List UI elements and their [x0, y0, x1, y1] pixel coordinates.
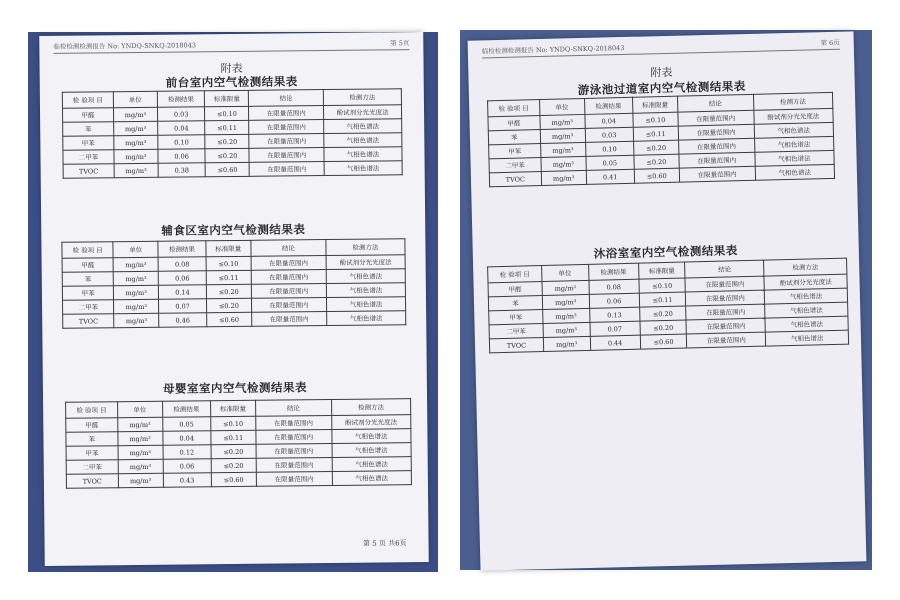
report-header-label: 临检检测检测报告 No: [53, 42, 120, 51]
cell-result: 0.06 [589, 293, 640, 308]
cell-unit: mg/m³ [113, 107, 157, 121]
cell-conclusion: 在限量范围内 [249, 162, 324, 177]
running-header-left [53, 40, 196, 50]
cell-method: 气相色谱法 [324, 119, 402, 134]
cell-item: 甲苯 [489, 310, 543, 325]
cell-method: 酚试剂分光光度法 [331, 415, 411, 430]
cell-result: 0.07 [159, 299, 207, 314]
column-header-unit: 单位 [113, 241, 158, 257]
cell-conclusion: 在限量范围内 [251, 298, 327, 313]
cell-limit: ≤0.10 [206, 256, 251, 270]
cell-unit: mg/m³ [118, 459, 163, 473]
cell-item: 甲醛 [62, 258, 114, 273]
cell-item: 甲醛 [66, 418, 118, 433]
cell-result: 0.05 [586, 155, 635, 170]
cell-result: 0.38 [158, 163, 206, 177]
cell-item: 甲苯 [66, 446, 118, 461]
column-header-unit: 单位 [539, 98, 584, 115]
cell-item: 二甲苯 [489, 324, 543, 339]
cell-result: 0.46 [159, 313, 207, 328]
cell-conclusion: 在限量范围内 [251, 270, 327, 285]
cell-conclusion: 在限量范围内 [256, 443, 332, 458]
cell-result: 0.04 [158, 121, 206, 135]
cell-limit: ≤0.11 [206, 270, 251, 284]
column-header-item: 检 验项 目 [488, 266, 542, 283]
cell-method: 气相色谱法 [765, 302, 848, 318]
cell-unit: mg/m³ [541, 170, 586, 185]
column-header-result: 检测结果 [588, 263, 639, 280]
cell-method: 气相色谱法 [327, 311, 406, 326]
column-header-conclusion: 结论 [249, 90, 324, 107]
cell-unit: mg/m³ [543, 322, 590, 337]
cell-conclusion: 在限量范围内 [686, 290, 765, 306]
cell-unit: mg/m³ [543, 308, 590, 323]
column-header-conclusion: 结论 [677, 94, 753, 112]
cell-unit: mg/m³ [114, 313, 159, 327]
cell-result: 0.06 [158, 149, 206, 163]
cell-item: 二甲苯 [63, 300, 115, 315]
cell-item: 苯 [488, 130, 540, 145]
cell-limit: ≤0.11 [633, 126, 678, 141]
column-header-result: 检测结果 [162, 401, 210, 418]
cell-conclusion: 在限量范围内 [249, 120, 324, 135]
cell-limit: ≤0.60 [207, 312, 252, 326]
cell-result: 0.04 [585, 113, 634, 128]
cell-unit: mg/m³ [117, 417, 162, 431]
cell-limit: ≤0.10 [633, 112, 678, 127]
cell-item: TVOC [63, 164, 114, 179]
cell-method: 气相色谱法 [324, 161, 402, 176]
table-row [63, 161, 402, 179]
cell-limit: ≤0.20 [211, 444, 256, 458]
cell-conclusion: 在限量范围内 [686, 304, 765, 320]
cell-unit: mg/m³ [113, 121, 157, 135]
cell-item: 甲醛 [488, 116, 540, 131]
cell-item: 甲苯 [63, 136, 114, 151]
cell-conclusion: 在限量范围内 [678, 124, 754, 140]
cell-result: 0.12 [163, 445, 211, 460]
cell-conclusion: 在限量范围内 [251, 256, 327, 271]
cell-item: 甲苯 [489, 144, 541, 159]
cell-conclusion: 在限量范围内 [686, 318, 765, 334]
cell-item: 苯 [63, 122, 114, 137]
cell-method: 气相色谱法 [755, 164, 835, 180]
column-header-limit: 标准限量 [205, 90, 249, 106]
column-header-limit: 标准限量 [206, 240, 251, 256]
cell-method: 气相色谱法 [331, 429, 411, 444]
running-header-left [482, 43, 625, 55]
cell-conclusion: 在限量范围内 [249, 148, 324, 163]
cell-unit: mg/m³ [114, 271, 159, 285]
cell-conclusion: 在限量范围内 [678, 138, 754, 154]
cell-unit: mg/m³ [543, 336, 590, 351]
column-header-limit: 标准限量 [638, 262, 685, 279]
report-header-label: 临检检测检测报告 No: [481, 45, 548, 56]
cell-limit: ≤0.20 [206, 284, 251, 298]
cell-limit: ≤0.10 [205, 106, 249, 120]
cell-conclusion: 在限量范围内 [255, 415, 331, 430]
cell-result: 0.03 [585, 127, 634, 142]
cell-method: 气相色谱法 [754, 122, 834, 138]
cell-unit: mg/m³ [540, 114, 585, 129]
report-number: YNDQ-SNKQ-2018043 [549, 43, 625, 54]
cell-conclusion: 在限量范围内 [679, 152, 755, 168]
cell-method: 气相色谱法 [754, 136, 834, 152]
cell-limit: ≤0.60 [640, 334, 687, 349]
column-header-conclusion: 结论 [250, 240, 326, 257]
cell-unit: mg/m³ [118, 445, 163, 459]
page-label: 第 5页 [390, 39, 410, 48]
appendix-label: 附表 [650, 65, 673, 80]
cell-item: TVOC [489, 172, 541, 187]
cell-limit: ≤0.60 [634, 168, 679, 183]
column-header-item: 检 验项 目 [66, 402, 118, 419]
cell-method: 气相色谱法 [765, 288, 848, 304]
result-table-mother-baby-room [65, 398, 412, 489]
cell-limit: ≤0.60 [205, 162, 249, 176]
cell-result: 0.10 [585, 141, 634, 156]
table-row [66, 471, 411, 489]
cell-unit: mg/m³ [540, 128, 585, 143]
table-title-pool-corridor: 游泳池过道室内空气检测结果表 [577, 79, 746, 98]
cell-item: 苯 [62, 272, 114, 287]
cell-result: 0.04 [162, 431, 210, 446]
cell-limit: ≤0.20 [634, 154, 679, 169]
cell-method: 酚试剂分光光度法 [764, 274, 847, 290]
column-header-item: 检 验项 目 [62, 242, 114, 259]
cell-item: 甲醛 [488, 282, 542, 297]
column-header-unit: 单位 [113, 91, 157, 107]
page-label: 第 6页 [820, 38, 840, 48]
cell-limit: ≤0.20 [207, 298, 252, 312]
cell-method: 气相色谱法 [324, 133, 402, 148]
cell-limit: ≤0.10 [211, 416, 256, 430]
table-title-mother-baby-room: 母婴室室内空气检测结果表 [162, 380, 308, 396]
cell-unit: mg/m³ [114, 285, 159, 299]
cell-result: 0.06 [163, 459, 211, 474]
cell-result: 0.07 [589, 321, 640, 336]
cell-method: 气相色谱法 [766, 330, 849, 346]
cell-item: 苯 [66, 432, 118, 447]
cell-unit: mg/m³ [542, 280, 589, 295]
cell-result: 0.41 [586, 169, 635, 184]
appendix-label: 附表 [220, 61, 243, 76]
cell-item: 二甲苯 [66, 460, 118, 475]
column-header-limit: 标准限量 [632, 96, 677, 113]
cell-result: 0.10 [158, 135, 206, 149]
column-header-limit: 标准限量 [210, 400, 255, 416]
result-table-feeding-area [61, 238, 406, 329]
cell-item: 甲苯 [62, 286, 114, 301]
cell-result: 0.43 [163, 473, 211, 488]
column-header-result: 检测结果 [158, 241, 206, 258]
cell-limit: ≤0.20 [205, 134, 249, 148]
cell-conclusion: 在限量范围内 [685, 276, 764, 292]
result-table-pool-corridor [487, 92, 835, 187]
column-header-method: 检测方法 [326, 239, 405, 256]
cell-conclusion: 在限量范围内 [251, 312, 327, 327]
cell-method: 气相色谱法 [765, 316, 848, 332]
cell-limit: ≤0.11 [205, 120, 249, 134]
cell-item: 二甲苯 [63, 150, 114, 165]
cell-item: TVOC [66, 474, 118, 489]
cell-item: 甲醛 [62, 108, 113, 123]
column-header-method: 检测方法 [764, 258, 847, 276]
column-header-item: 检 验项 目 [62, 92, 113, 109]
cell-unit: mg/m³ [114, 163, 158, 177]
cell-method: 酚试剂分光光度法 [323, 105, 401, 120]
cell-result: 0.14 [158, 285, 206, 300]
cell-unit: mg/m³ [114, 299, 159, 313]
column-header-conclusion: 结论 [255, 399, 331, 416]
cell-method: 气相色谱法 [332, 443, 412, 458]
table-title-reception: 前台室内空气检测结果表 [165, 74, 298, 90]
column-header-unit: 单位 [541, 264, 588, 281]
cell-conclusion: 在限量范围内 [249, 134, 324, 149]
cell-method: 酚试剂分光光度法 [753, 108, 833, 124]
cell-conclusion: 在限量范围内 [256, 471, 332, 486]
column-header-result: 检测结果 [584, 97, 633, 114]
cell-limit: ≤0.20 [205, 148, 249, 162]
cell-limit: ≤0.20 [639, 306, 686, 321]
cell-method: 气相色谱法 [324, 147, 402, 162]
column-header-method: 检测方法 [323, 89, 401, 106]
cell-conclusion: 在限量范围内 [687, 332, 766, 348]
cell-unit: mg/m³ [113, 257, 158, 271]
cell-item: 苯 [488, 296, 542, 311]
report-number: YNDQ-SNKQ-2018043 [121, 41, 196, 51]
cell-conclusion: 在限量范围内 [256, 457, 332, 472]
cell-method: 气相色谱法 [327, 297, 406, 312]
cell-method: 酚试剂分光光度法 [326, 255, 405, 270]
cell-result: 0.08 [158, 257, 206, 272]
cell-conclusion: 在限量范围内 [251, 284, 327, 299]
cell-result: 0.08 [588, 279, 639, 294]
cell-item: TVOC [63, 314, 115, 329]
cell-conclusion: 在限量范围内 [678, 110, 754, 126]
cell-unit: mg/m³ [118, 473, 163, 487]
cell-method: 气相色谱法 [332, 471, 412, 486]
table-title-feeding-area: 辅食区室内空气检测结果表 [161, 222, 306, 238]
cell-unit: mg/m³ [114, 135, 158, 149]
column-header-conclusion: 结论 [685, 260, 764, 278]
cell-method: 气相色谱法 [326, 283, 405, 298]
result-table-shower-room [487, 258, 849, 354]
cell-limit: ≤0.20 [633, 140, 678, 155]
cell-conclusion: 在限量范围内 [249, 106, 324, 121]
table-title-shower-room: 沐浴室室内空气检测结果表 [593, 243, 738, 261]
cell-limit: ≤0.20 [640, 320, 687, 335]
cell-result: 0.44 [590, 335, 641, 350]
cell-unit: mg/m³ [114, 149, 158, 163]
cell-limit: ≤0.11 [211, 430, 256, 444]
report-page-5 [39, 32, 429, 566]
cell-unit: mg/m³ [541, 156, 586, 171]
cell-limit: ≤0.20 [211, 458, 256, 472]
cell-limit: ≤0.10 [639, 278, 686, 293]
cell-limit: ≤0.60 [211, 472, 256, 486]
cell-unit: mg/m³ [118, 431, 163, 445]
cell-method: 气相色谱法 [326, 269, 405, 284]
running-header [482, 38, 840, 59]
cell-result: 0.06 [158, 271, 206, 286]
page-footer: 第 5 页 共6页 [362, 539, 407, 548]
table-row [63, 311, 406, 329]
cell-conclusion: 在限量范围内 [679, 166, 755, 182]
cell-method: 气相色谱法 [755, 150, 835, 166]
column-header-unit: 单位 [117, 401, 162, 417]
cell-unit: mg/m³ [540, 142, 585, 157]
cell-limit: ≤0.11 [639, 292, 686, 307]
cell-conclusion: 在限量范围内 [256, 429, 332, 444]
column-header-method: 检测方法 [753, 92, 833, 110]
cell-result: 0.05 [162, 417, 210, 432]
cell-result: 0.13 [589, 307, 640, 322]
column-header-item: 检 验项 目 [488, 100, 540, 117]
column-header-method: 检测方法 [331, 399, 411, 416]
result-table-reception [62, 88, 403, 179]
column-header-result: 检测结果 [157, 91, 205, 107]
cell-unit: mg/m³ [542, 294, 589, 309]
report-page-6 [468, 31, 867, 570]
cell-item: TVOC [489, 338, 543, 353]
running-header [53, 38, 409, 54]
cell-method: 气相色谱法 [332, 457, 412, 472]
cell-item: 二甲苯 [489, 158, 541, 173]
cell-result: 0.03 [157, 107, 205, 121]
